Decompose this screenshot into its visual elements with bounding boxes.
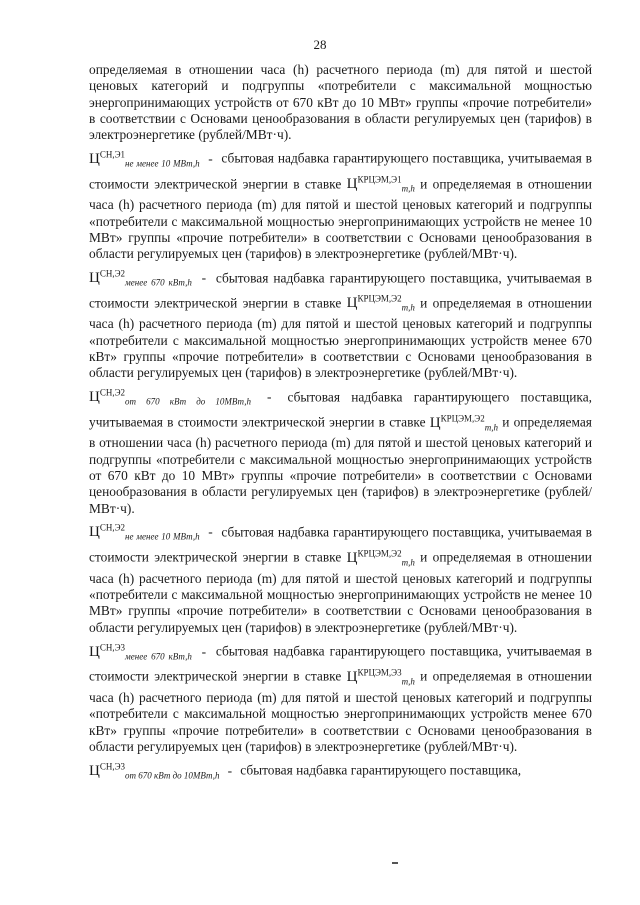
definition-text: сбытовая надбавка гарантирующего поставщика, учитываемая в стоимости электрической энергии в ставке [89, 643, 592, 684]
rate-subscript: m,h [484, 422, 499, 433]
rate-symbol [346, 667, 415, 687]
symbol-subscript: менее 670 кВт,h [125, 651, 192, 662]
rate-superscript: КРЦЭМ,Э3 [357, 667, 402, 678]
symbol-superscript: СН,Э3 [99, 761, 126, 772]
scan-artifact [392, 862, 398, 864]
rate-subscript: m,h [401, 557, 415, 568]
symbol-base: Ц [89, 524, 100, 541]
rate-superscript: КРЦЭМ,Э2 [440, 413, 485, 424]
rate-superscript: КРЦЭМ,Э2 [357, 548, 402, 559]
definition-continuation: и определяемая в отношении часа (h) расчетного периода (m) для пятой и шестой ценовых категорий и подгруппы «потребители с максимальной мощностью энергопринимающих устройств не менее 10 МВт» группы «прочие потребители» в соответствии с Основами ценообразования в области регулируемых цен (тарифов) в электроэнергетике (рублей/МВт·ч). [89, 549, 592, 635]
definition-dash: - [208, 524, 213, 540]
rate-base: Ц [346, 295, 358, 312]
rate-base: Ц [429, 414, 441, 431]
tariff-symbol [89, 761, 220, 781]
definition-dash: - [208, 150, 213, 166]
symbol-subscript: менее 670 кВт,h [125, 277, 192, 288]
symbol-superscript: СН,Э2 [99, 268, 126, 279]
rate-symbol [346, 293, 415, 314]
symbol-base: Ц [89, 643, 100, 660]
definition-paragraph [89, 266, 592, 382]
symbol-superscript: СН,Э3 [99, 642, 126, 653]
page-body [89, 62, 592, 787]
tariff-symbol [89, 149, 200, 169]
definition-text: сбытовая надбавка гарантирующего поставщика, [240, 762, 522, 778]
definition-paragraph [89, 639, 592, 755]
symbol-subscript: не менее 10 МВт,h [125, 158, 200, 169]
symbol-base: Ц [89, 270, 100, 287]
tariff-symbol [89, 387, 251, 407]
rate-superscript: КРЦЭМ,Э2 [357, 293, 402, 304]
definition-paragraph [89, 758, 592, 783]
symbol-base: Ц [89, 150, 100, 167]
definition-list [89, 146, 592, 783]
rate-base: Ц [346, 668, 358, 685]
definition-dash: - [201, 643, 207, 659]
rate-symbol [429, 413, 499, 433]
definition-text: сбытовая надбавка гарантирующего поставщика, учитываемая в стоимости электрической энергии в ставке [89, 150, 592, 192]
definition-continuation: и определяемая в отношении часа (h) расчетного периода (m) для пятой и шестой ценовых категорий и подгруппы «потребители с максимальной мощностью энергопринимающих устройств от 670 кВт до 10 МВт» группы «прочие потребители» в соответствии с Основами ценообразования в области регулируемых цен (тарифов) в электроэнергетике (рублей/МВт·ч). [89, 414, 592, 516]
symbol-subscript: от 670 кВт до 10МВт,h [125, 770, 220, 781]
definition-dash: - [227, 762, 233, 778]
symbol-superscript: СН,Э1 [99, 149, 126, 160]
rate-subscript: m,h [401, 676, 415, 687]
definition-continuation: и определяемая в отношении часа (h) расчетного периода (m) для пятой и шестой ценовых категорий и подгруппы «потребители с максимальной мощностью энергопринимающих устройств менее 670 кВт» группы «прочие потребители» в соответствии с Основами ценообразования в области регулируемых цен (тарифов) в электроэнергетике (рублей/МВт·ч). [89, 295, 592, 381]
rate-superscript: КРЦЭМ,Э1 [357, 174, 402, 185]
symbol-subscript: от 670 кВт до 10МВт,h [125, 396, 251, 407]
definition-text: сбытовая надбавка гарантирующего поставщика, учитываемая в стоимости электрической энергии в ставке [89, 270, 592, 311]
definition-continuation: и определяемая в отношении часа (h) расчетного периода (m) для пятой и шестой ценовых категорий и подгруппы «потребители с максимальной мощностью энергопринимающих устройств менее 670 кВт» группы «прочие потребители» в соответствии с Основами ценообразования в области регулируемых цен (тарифов) в электроэнергетике (рублей/МВт·ч). [89, 668, 592, 754]
rate-symbol [346, 548, 415, 568]
tariff-symbol [89, 522, 200, 543]
definition-paragraph [89, 146, 592, 262]
tariff-symbol [89, 268, 192, 288]
symbol-subscript: не менее 10 МВт,h [125, 532, 200, 543]
definition-dash: - [201, 270, 207, 286]
definition-paragraph [89, 520, 592, 636]
definition-dash: - [267, 389, 272, 405]
lead-paragraph: определяемая в отношении часа (h) расчетного периода (m) для пятой и шестой ценовых категорий и подгруппы «потребители с максимальной мощностью энергопринимающих устройств от 670 кВт до 10 МВт» группы «прочие потребители» в соответствии с Основами ценообразования в области регулируемых цен (тарифов) в электроэнергетике (рублей/МВт·ч). [89, 62, 592, 143]
definition-text: сбытовая надбавка гарантирующего поставщика, учитываемая в стоимости электрической энергии в ставке [89, 389, 592, 430]
symbol-superscript: СН,Э2 [99, 522, 126, 533]
page-number: 28 [313, 37, 327, 52]
symbol-base: Ц [89, 762, 100, 779]
symbol-base: Ц [89, 389, 100, 406]
rate-base: Ц [346, 176, 358, 193]
definition-continuation: и определяемая в отношении часа (h) расчетного периода (m) для пятой и шестой ценовых категорий и подгруппы «потребители с максимальной мощностью энергопринимающих устройств не менее 10 МВт» группы «прочие потребители» в соответствии с Основами ценообразования в области регулируемых цен (тарифов) в электроэнергетике (рублей/МВт·ч). [89, 176, 592, 262]
definition-paragraph [89, 385, 592, 517]
rate-base: Ц [346, 549, 358, 566]
rate-subscript: m,h [401, 184, 415, 195]
symbol-superscript: СН,Э2 [99, 387, 126, 398]
tariff-symbol [89, 642, 192, 662]
rate-symbol [346, 174, 415, 195]
rate-subscript: m,h [401, 303, 415, 314]
definition-text: сбытовая надбавка гарантирующего поставщика, учитываемая в стоимости электрической энергии в ставке [89, 524, 592, 565]
